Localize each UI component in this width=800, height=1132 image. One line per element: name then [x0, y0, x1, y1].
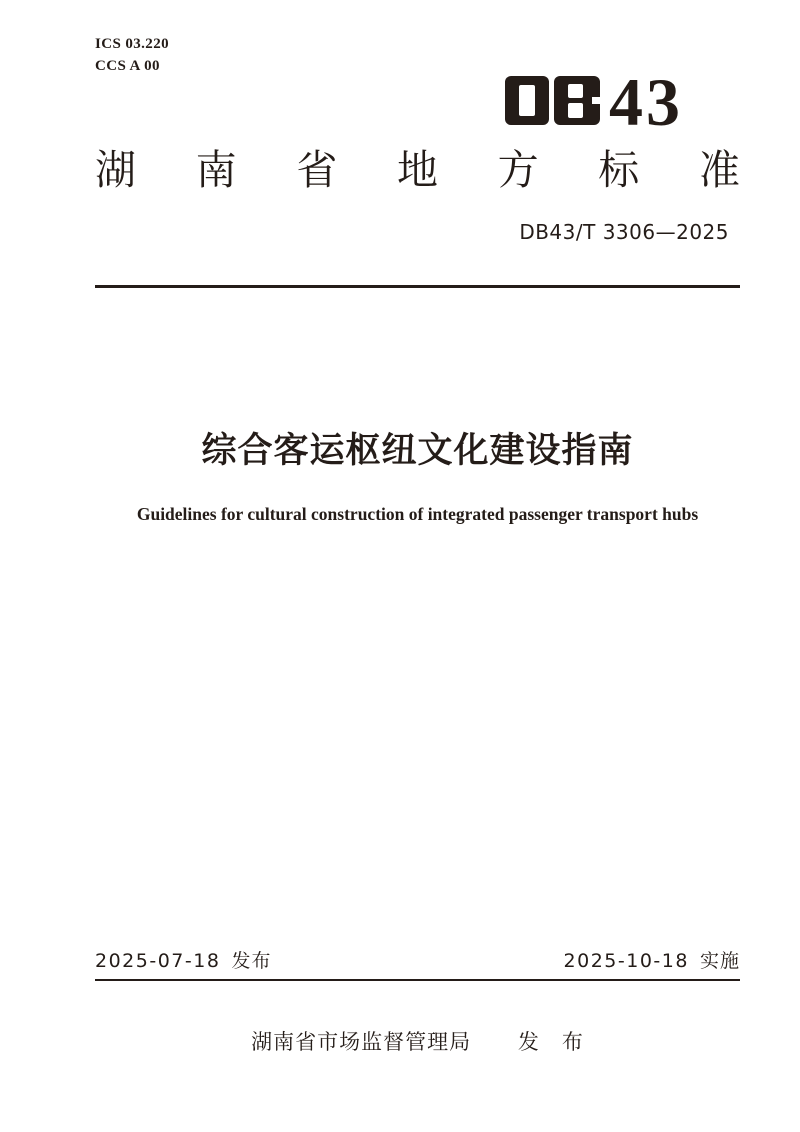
standard-type-char: 方 — [497, 147, 539, 193]
logo-letter-b-icon — [554, 76, 600, 125]
document-title-english: Guidelines for cultural construction of integrated passenger transport hubs — [136, 504, 699, 524]
standard-type-char: 地 — [396, 147, 438, 193]
standard-type-char: 准 — [698, 147, 740, 193]
document-title-chinese: 综合客运枢纽文化建设指南 — [201, 431, 634, 470]
ccs-code: CCS A 00 — [95, 58, 160, 74]
logo-letter-d-icon — [505, 76, 549, 125]
implementation-date-label: 实施 — [699, 951, 740, 972]
issue-date-group — [95, 951, 271, 973]
standard-type-char: 省 — [296, 147, 338, 193]
header-divider — [95, 285, 740, 288]
dates-row — [95, 951, 740, 973]
publisher-row — [95, 1031, 740, 1054]
issue-date: 2025-07-18 — [95, 950, 221, 972]
classification-codes — [95, 33, 169, 77]
footer-divider — [95, 979, 740, 981]
ics-code: ICS 03.220 — [95, 36, 170, 52]
db43-logo — [505, 64, 683, 140]
implementation-date-group — [564, 951, 740, 973]
standard-type-char: 湖 — [95, 147, 136, 193]
standard-type-char: 标 — [598, 147, 640, 193]
logo-number: 43 — [609, 64, 683, 140]
publish-action-label: 发 布 — [517, 1031, 584, 1054]
issue-date-label: 发布 — [231, 951, 272, 972]
publisher-name: 湖南省市场监督管理局 — [251, 1031, 472, 1054]
standard-type-heading — [95, 147, 740, 193]
standard-code: DB43/T 3306—2025 — [519, 220, 729, 244]
implementation-date: 2025-10-18 — [563, 950, 689, 972]
standard-type-char: 南 — [195, 147, 237, 193]
